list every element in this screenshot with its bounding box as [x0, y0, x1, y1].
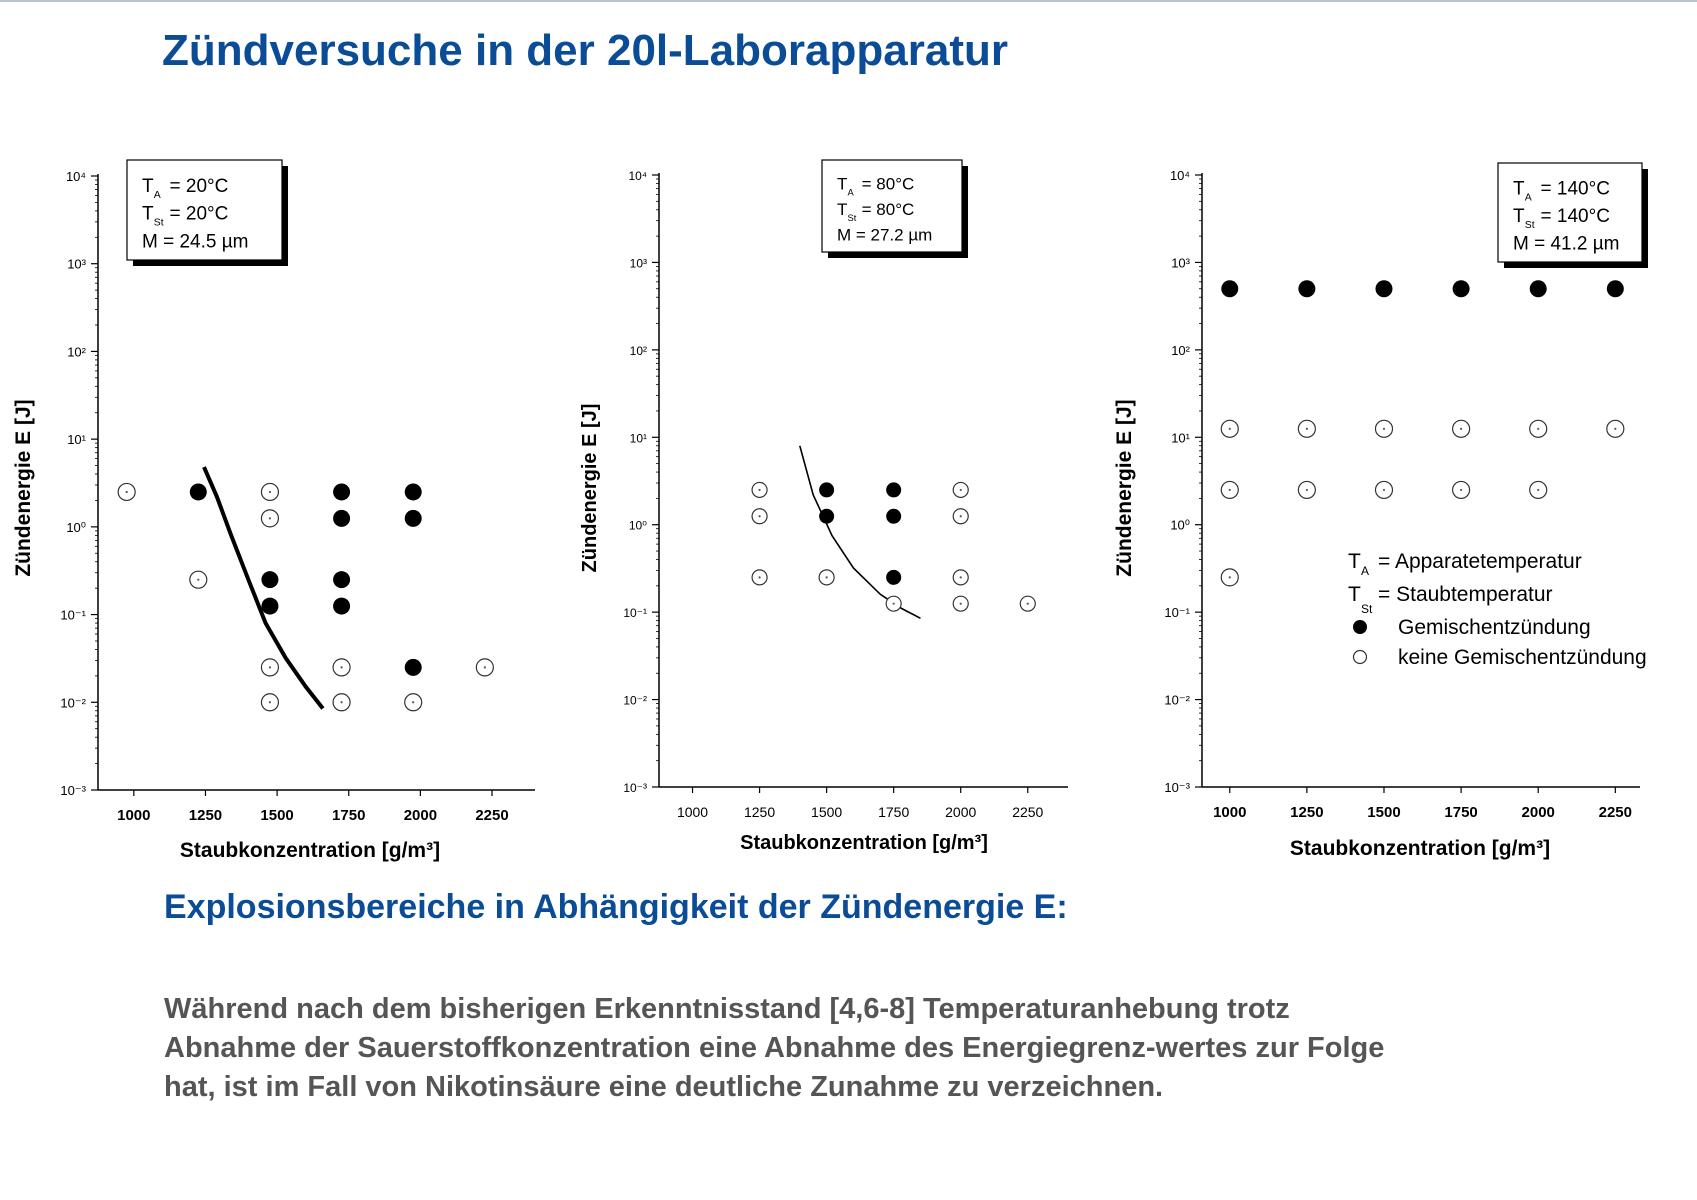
y-tick-label: 10² — [67, 344, 86, 360]
point-no-ignition-center — [758, 576, 760, 578]
point-no-ignition-center — [340, 701, 342, 703]
point-no-ignition-center — [484, 666, 486, 668]
point-no-ignition-center — [1306, 428, 1308, 430]
condition-subscript: St — [1524, 220, 1535, 231]
point-ignition — [405, 483, 422, 500]
x-axis-label: Staubkonzentration [g/m³] — [1289, 837, 1551, 860]
condition-subscript: A — [847, 187, 854, 198]
point-no-ignition-center — [960, 576, 962, 578]
point-no-ignition-center — [758, 489, 760, 491]
point-no-ignition-center — [1614, 428, 1616, 430]
x-tick-label: 1250 — [188, 807, 223, 824]
y-tick-label: 10³ — [67, 256, 86, 272]
point-no-ignition-center — [1027, 603, 1029, 605]
point-no-ignition-center — [1229, 428, 1231, 430]
point-no-ignition-center — [1229, 489, 1231, 491]
x-tick-label: 1500 — [811, 804, 843, 820]
condition-subscript: St — [153, 217, 164, 229]
legend-ignition-marker — [1353, 620, 1367, 634]
condition-symbol: T — [837, 200, 848, 220]
condition-subscript: A — [153, 189, 161, 201]
point-no-ignition-center — [1460, 489, 1462, 491]
x-tick-label: 1750 — [332, 807, 366, 824]
point-no-ignition-center — [197, 579, 199, 581]
point-no-ignition-center — [893, 603, 895, 605]
point-no-ignition-center — [269, 517, 271, 519]
condition-value: = 20°C — [169, 203, 229, 225]
y-axis-label: Zündenergie E [J] — [12, 399, 35, 577]
point-no-ignition-center — [826, 576, 828, 578]
point-ignition — [333, 598, 350, 615]
point-ignition — [886, 482, 901, 497]
boundary-curve — [800, 446, 921, 619]
body-line-1: Während nach dem bisherigen Erkenntnisstand [4,6-8] Temperaturanhebung trotz — [164, 993, 1290, 1025]
point-no-ignition-center — [269, 701, 271, 703]
point-ignition — [1530, 280, 1547, 297]
point-ignition — [886, 509, 901, 524]
legend-ta-subscript: A — [1361, 564, 1370, 578]
legend-tst-symbol: T — [1348, 583, 1361, 606]
x-tick-label: 2250 — [1012, 804, 1044, 820]
chart-panel-20c — [12, 160, 535, 862]
point-no-ignition-center — [1229, 576, 1231, 578]
y-axis-label: Zündenergie E [J] — [579, 403, 601, 573]
y-tick-label: 10² — [1171, 342, 1190, 358]
y-tick-label: 10¹ — [67, 432, 86, 448]
condition-symbol: T — [1513, 206, 1525, 227]
y-tick-label: 10⁻¹ — [1164, 605, 1190, 621]
condition-subscript: St — [847, 213, 857, 224]
legend-no-ignition-label: keine Gemischentzündung — [1398, 646, 1647, 669]
point-ignition — [333, 483, 350, 500]
point-ignition — [190, 483, 207, 500]
condition-value: = 140°C — [1540, 206, 1610, 227]
x-tick-label: 1000 — [676, 804, 709, 820]
point-ignition — [886, 570, 901, 585]
chart-panel-140c — [1113, 163, 1648, 860]
x-tick-label: 1750 — [1444, 804, 1478, 821]
condition-median: M = 27.2 µm — [837, 225, 933, 245]
x-tick-label: 1000 — [1213, 804, 1247, 821]
y-tick-label: 10⁻² — [60, 695, 86, 711]
x-tick-label: 2000 — [1521, 804, 1555, 821]
point-ignition — [819, 509, 834, 524]
x-tick-label: 1250 — [1290, 804, 1324, 821]
point-no-ignition-center — [412, 701, 414, 703]
point-ignition — [1298, 280, 1315, 297]
body-paragraph — [164, 990, 1564, 1107]
legend-ta-definition: = Apparatetemperatur — [1378, 550, 1582, 573]
x-tick-label: 1250 — [743, 804, 776, 820]
y-tick-label: 10⁰ — [1170, 517, 1190, 533]
x-tick-label: 1500 — [1367, 804, 1401, 821]
point-no-ignition-center — [1383, 428, 1385, 430]
x-tick-label: 1500 — [260, 807, 294, 824]
x-axis-label: Staubkonzentration [g/m³] — [179, 839, 441, 862]
point-no-ignition-center — [960, 603, 962, 605]
point-no-ignition-center — [269, 491, 271, 493]
y-tick-label: 10⁻³ — [1164, 780, 1190, 795]
y-tick-label: 10⁴ — [628, 169, 647, 183]
condition-symbol: T — [1513, 178, 1525, 200]
point-ignition — [819, 482, 834, 497]
x-tick-label: 2250 — [475, 807, 509, 824]
condition-value: = 80°C — [861, 174, 915, 194]
y-tick-label: 10³ — [1171, 255, 1190, 271]
point-no-ignition-center — [269, 666, 271, 668]
body-line-3: hat, ist im Fall von Nikotinsäure eine deutliche Zunahme zu verzeichnen. — [164, 1071, 1164, 1103]
legend-ignition-label: Gemischentzündung — [1398, 616, 1591, 639]
point-no-ignition-center — [1537, 428, 1539, 430]
point-ignition — [405, 510, 422, 527]
point-ignition — [1221, 280, 1238, 297]
condition-subscript: A — [1524, 192, 1532, 204]
y-tick-label: 10² — [629, 343, 647, 358]
point-ignition — [261, 598, 278, 615]
point-no-ignition-center — [960, 489, 962, 491]
legend-tst-definition: = Staubtemperatur — [1378, 583, 1553, 606]
point-no-ignition-center — [126, 491, 128, 493]
x-tick-label: 2000 — [945, 804, 977, 820]
body-line-2: Abnahme der Sauerstoffkonzentration eine Abnahme des Energiegrenz-wertes zur Folge — [164, 1032, 1385, 1064]
point-ignition — [333, 510, 350, 527]
condition-value: = 140°C — [1540, 178, 1610, 200]
condition-value: = 80°C — [861, 200, 915, 220]
point-ignition — [1607, 280, 1624, 297]
chart-panel-80c — [579, 160, 1068, 854]
point-ignition — [261, 571, 278, 588]
x-tick-label: 2250 — [1598, 804, 1633, 821]
legend-no-ignition-marker — [1354, 651, 1367, 664]
point-no-ignition-center — [960, 515, 962, 517]
y-tick-label: 10⁻³ — [623, 781, 647, 795]
y-tick-label: 10⁰ — [66, 519, 86, 535]
point-ignition — [1453, 280, 1470, 297]
point-ignition — [333, 571, 350, 588]
point-no-ignition-center — [340, 666, 342, 668]
legend-tst-subscript: St — [1361, 602, 1373, 616]
y-tick-label: 10⁴ — [1169, 168, 1190, 183]
y-tick-label: 10³ — [629, 256, 647, 271]
point-no-ignition-center — [1383, 489, 1385, 491]
point-no-ignition-center — [1460, 428, 1462, 430]
y-tick-label: 10⁻¹ — [623, 606, 647, 621]
condition-symbol: T — [837, 174, 848, 194]
y-tick-label: 10⁻³ — [60, 783, 86, 798]
condition-symbol: T — [142, 175, 154, 197]
section-title: Explosionsbereiche in Abhängigkeit der Zündenergie E: — [164, 888, 1068, 926]
slide-title: Zündversuche in der 20l-Laborapparatur — [162, 26, 1008, 75]
point-no-ignition-center — [758, 515, 760, 517]
y-tick-label: 10⁻² — [623, 693, 647, 708]
y-tick-label: 10⁻¹ — [60, 607, 86, 623]
condition-median: M = 24.5 µm — [142, 231, 249, 253]
point-no-ignition-center — [1537, 489, 1539, 491]
y-tick-label: 10⁰ — [628, 518, 647, 533]
legend-ta-symbol: T — [1348, 550, 1361, 573]
condition-symbol: T — [142, 203, 154, 225]
y-tick-label: 10¹ — [1171, 430, 1190, 446]
x-tick-label: 1000 — [117, 807, 151, 824]
y-tick-label: 10¹ — [629, 431, 647, 446]
point-no-ignition-center — [1306, 489, 1308, 491]
y-tick-label: 10⁻² — [1164, 692, 1190, 708]
x-axis-label: Staubkonzentration [g/m³] — [740, 832, 988, 854]
condition-median: M = 41.2 µm — [1513, 233, 1620, 255]
x-tick-label: 1750 — [878, 804, 910, 820]
condition-value: = 20°C — [169, 175, 229, 197]
y-tick-label: 10⁴ — [65, 169, 86, 184]
x-tick-label: 2000 — [403, 807, 438, 824]
point-ignition — [405, 659, 422, 676]
y-axis-label: Zündenergie E [J] — [1113, 399, 1136, 577]
point-ignition — [1375, 280, 1392, 297]
